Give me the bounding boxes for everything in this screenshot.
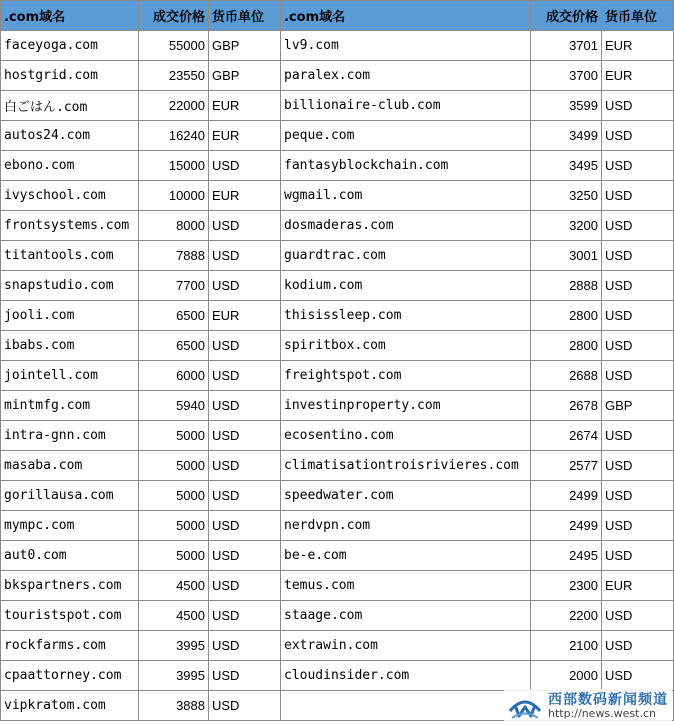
table-row [1, 631, 674, 661]
price-cell-right: 3701 [531, 31, 602, 61]
table-row [1, 31, 674, 61]
currency-cell-left: USD [209, 601, 281, 631]
price-cell-left: 8000 [139, 211, 209, 241]
currency-cell-right: EUR [602, 571, 674, 601]
domain-cell-right: freightspot.com [281, 361, 531, 391]
currency-cell-left: USD [209, 541, 281, 571]
currency-cell-right: USD [602, 511, 674, 541]
table-row [1, 481, 674, 511]
price-cell-right: 3700 [531, 61, 602, 91]
domain-cell-left: rockfarms.com [1, 631, 139, 661]
price-cell-right: 2800 [531, 301, 602, 331]
currency-cell-right: USD [602, 631, 674, 661]
currency-cell-left: USD [209, 421, 281, 451]
header-domain-left: .com域名 [1, 1, 139, 31]
table-row [1, 571, 674, 601]
domain-cell-right: fantasyblockchain.com [281, 151, 531, 181]
currency-cell-right: USD [602, 541, 674, 571]
currency-cell-left: EUR [209, 121, 281, 151]
price-cell-right: 2800 [531, 331, 602, 361]
currency-cell-right: GBP [602, 391, 674, 421]
domain-cell-left: touristspot.com [1, 601, 139, 631]
table-row [1, 61, 674, 91]
table-row [1, 271, 674, 301]
price-cell-right: 2100 [531, 631, 602, 661]
domain-cell-right: be-e.com [281, 541, 531, 571]
currency-cell-left: GBP [209, 61, 281, 91]
table-row [1, 511, 674, 541]
price-cell-left: 22000 [139, 91, 209, 121]
price-cell-right: 2678 [531, 391, 602, 421]
currency-cell-right: USD [602, 301, 674, 331]
domain-cell-left: jointell.com [1, 361, 139, 391]
west-cn-logo-icon [506, 691, 544, 721]
currency-cell-right: USD [602, 331, 674, 361]
watermark-url: http://news.west.cn [548, 706, 656, 720]
currency-cell-right: USD [602, 361, 674, 391]
watermark [504, 689, 672, 723]
header-currency-right: 货币单位 [602, 1, 674, 31]
currency-cell-right: USD [602, 91, 674, 121]
table-row [1, 151, 674, 181]
domain-cell-left: titantools.com [1, 241, 139, 271]
domain-cell-right: nerdvpn.com [281, 511, 531, 541]
currency-cell-left: USD [209, 391, 281, 421]
header-row [1, 1, 674, 31]
currency-cell-right: USD [602, 271, 674, 301]
domain-cell-right: staage.com [281, 601, 531, 631]
currency-cell-left: USD [209, 571, 281, 601]
domain-cell-left: bkspartners.com [1, 571, 139, 601]
currency-cell-left: USD [209, 361, 281, 391]
header-domain-right: .com域名 [281, 1, 531, 31]
table-row [1, 421, 674, 451]
domain-cell-right: kodium.com [281, 271, 531, 301]
price-cell-left: 4500 [139, 571, 209, 601]
domain-cell-left: ibabs.com [1, 331, 139, 361]
domain-cell-left: autos24.com [1, 121, 139, 151]
header-price-left: 成交价格 [139, 1, 209, 31]
domain-cell-right: billionaire-club.com [281, 91, 531, 121]
price-cell-right: 2495 [531, 541, 602, 571]
currency-cell-right: USD [602, 181, 674, 211]
currency-cell-left: USD [209, 661, 281, 691]
currency-cell-right: USD [602, 241, 674, 271]
price-cell-left: 23550 [139, 61, 209, 91]
domain-cell-right: thisissleep.com [281, 301, 531, 331]
watermark-title: 西部数码新闻频道 [548, 691, 668, 708]
currency-cell-left: EUR [209, 181, 281, 211]
domain-cell-left: hostgrid.com [1, 61, 139, 91]
currency-cell-left: USD [209, 451, 281, 481]
price-cell-right: 2674 [531, 421, 602, 451]
table-row [1, 331, 674, 361]
price-cell-right: 2499 [531, 511, 602, 541]
price-cell-right: 2200 [531, 601, 602, 631]
domain-cell-left: intra-gnn.com [1, 421, 139, 451]
domain-cell-left: gorillausa.com [1, 481, 139, 511]
price-cell-left: 6500 [139, 331, 209, 361]
price-cell-left: 10000 [139, 181, 209, 211]
domain-cell-right: dosmaderas.com [281, 211, 531, 241]
currency-cell-left: EUR [209, 91, 281, 121]
price-cell-right: 2000 [531, 661, 602, 691]
price-cell-left: 5000 [139, 481, 209, 511]
domain-cell-left: aut0.com [1, 541, 139, 571]
domain-cell-left: jooli.com [1, 301, 139, 331]
currency-cell-left: USD [209, 151, 281, 181]
domain-cell-left: vipkratom.com [1, 691, 139, 721]
currency-cell-right: USD [602, 211, 674, 241]
domain-cell-left: cpaattorney.com [1, 661, 139, 691]
domain-cell-left: 白ごはん.com [1, 91, 139, 121]
currency-cell-right: USD [602, 661, 674, 691]
price-cell-right: 2300 [531, 571, 602, 601]
domain-cell-left: mympc.com [1, 511, 139, 541]
price-cell-left: 3888 [139, 691, 209, 721]
currency-cell-right: EUR [602, 61, 674, 91]
price-cell-left: 6500 [139, 301, 209, 331]
price-cell-right: 3001 [531, 241, 602, 271]
domain-cell-right: investinproperty.com [281, 391, 531, 421]
domain-cell-left: masaba.com [1, 451, 139, 481]
currency-cell-left: USD [209, 481, 281, 511]
currency-cell-left: USD [209, 631, 281, 661]
table-row [1, 241, 674, 271]
currency-cell-left: USD [209, 691, 281, 721]
header-price-right: 成交价格 [531, 1, 602, 31]
price-cell-right: 3499 [531, 121, 602, 151]
domain-cell-right: wgmail.com [281, 181, 531, 211]
price-cell-right: 3250 [531, 181, 602, 211]
currency-cell-left: USD [209, 271, 281, 301]
currency-cell-right: USD [602, 451, 674, 481]
price-cell-left: 7888 [139, 241, 209, 271]
price-cell-left: 7700 [139, 271, 209, 301]
price-cell-right: 2688 [531, 361, 602, 391]
table-row [1, 541, 674, 571]
currency-cell-right: USD [602, 121, 674, 151]
currency-cell-right: USD [602, 601, 674, 631]
price-cell-right: 2577 [531, 451, 602, 481]
price-cell-left: 15000 [139, 151, 209, 181]
currency-cell-left: USD [209, 331, 281, 361]
domain-cell-right: paralex.com [281, 61, 531, 91]
price-cell-right: 3495 [531, 151, 602, 181]
price-cell-right: 3599 [531, 91, 602, 121]
price-cell-left: 5000 [139, 421, 209, 451]
currency-cell-right: EUR [602, 31, 674, 61]
domain-cell-left: frontsystems.com [1, 211, 139, 241]
domain-cell-right: temus.com [281, 571, 531, 601]
currency-cell-left: EUR [209, 301, 281, 331]
domain-cell-left: snapstudio.com [1, 271, 139, 301]
currency-cell-left: USD [209, 241, 281, 271]
header-currency-left: 货币单位 [209, 1, 281, 31]
domain-cell-right: ecosentino.com [281, 421, 531, 451]
table-row [1, 601, 674, 631]
currency-cell-left: USD [209, 511, 281, 541]
price-cell-left: 6000 [139, 361, 209, 391]
price-cell-right: 2499 [531, 481, 602, 511]
price-cell-right: 3200 [531, 211, 602, 241]
currency-cell-right: USD [602, 481, 674, 511]
currency-cell-right: USD [602, 421, 674, 451]
domain-cell-right: speedwater.com [281, 481, 531, 511]
price-cell-left: 4500 [139, 601, 209, 631]
table-row [1, 661, 674, 691]
price-cell-left: 3995 [139, 661, 209, 691]
table-row [1, 121, 674, 151]
domain-cell-right: spiritbox.com [281, 331, 531, 361]
domain-cell-right: peque.com [281, 121, 531, 151]
table-row [1, 181, 674, 211]
domain-cell-left: mintmfg.com [1, 391, 139, 421]
domain-cell-right: extrawin.com [281, 631, 531, 661]
table-row [1, 361, 674, 391]
table-row [1, 211, 674, 241]
price-cell-left: 16240 [139, 121, 209, 151]
domain-cell-right: cloudinsider.com [281, 661, 531, 691]
price-cell-left: 3995 [139, 631, 209, 661]
table-row [1, 301, 674, 331]
currency-cell-right: USD [602, 151, 674, 181]
domain-cell-left: ivyschool.com [1, 181, 139, 211]
price-cell-left: 5000 [139, 541, 209, 571]
currency-cell-left: USD [209, 211, 281, 241]
domain-cell-right: guardtrac.com [281, 241, 531, 271]
domain-cell-right: lv9.com [281, 31, 531, 61]
currency-cell-left: GBP [209, 31, 281, 61]
domain-cell-left: faceyoga.com [1, 31, 139, 61]
table-row [1, 391, 674, 421]
table-row [1, 91, 674, 121]
table-row [1, 451, 674, 481]
price-cell-right: 2888 [531, 271, 602, 301]
domain-cell-left: ebono.com [1, 151, 139, 181]
domain-cell-right: climatisationtroisrivieres.com [281, 451, 531, 481]
price-cell-left: 5000 [139, 451, 209, 481]
domain-cell-right [281, 691, 531, 721]
price-cell-left: 5940 [139, 391, 209, 421]
price-cell-left: 5000 [139, 511, 209, 541]
price-cell-left: 55000 [139, 31, 209, 61]
